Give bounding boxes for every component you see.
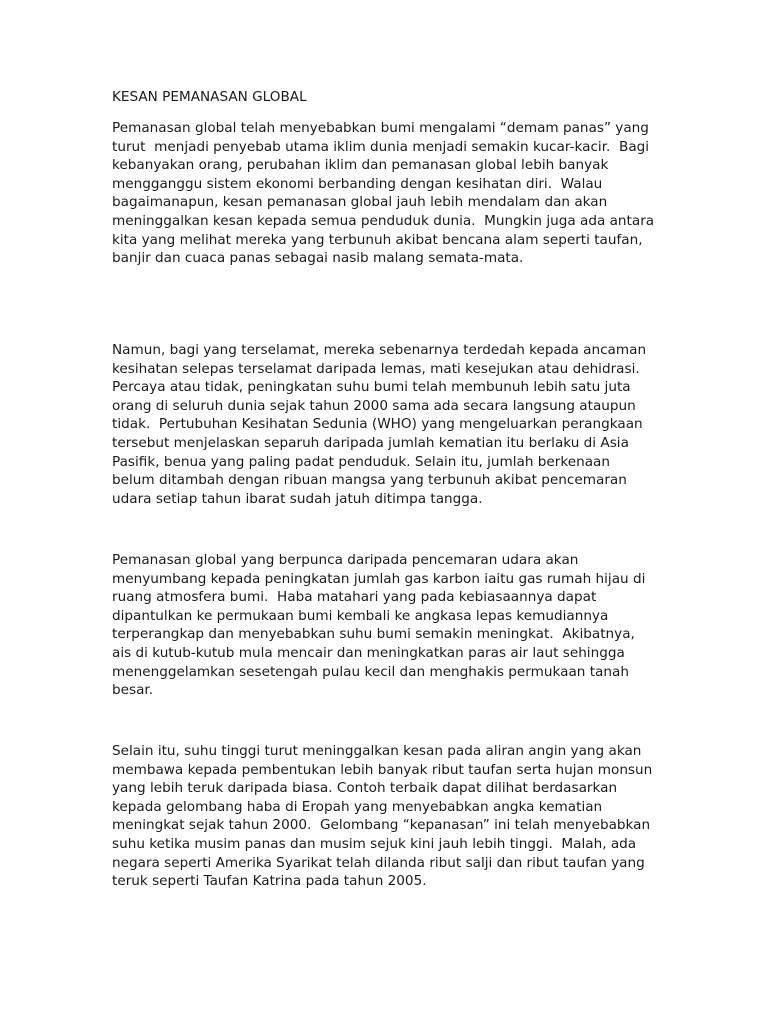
text-line: bagaimanapun, kesan pemanasan global jauh lebih mendalam dan akan — [112, 194, 608, 211]
text-line: kebanyakan orang, perubahan iklim dan pemanasan global lebih banyak — [112, 157, 609, 174]
text-line: meningkat sejak tahun 2000. Gelombang “kepanasan” ini telah menyebabkan — [112, 817, 651, 834]
text-line: mengganggu sistem ekonomi berbanding dengan kesihatan diri. Walau — [112, 175, 603, 192]
text-line: Pemanasan global telah menyebabkan bumi mengalami “demam panas” yang — [112, 120, 649, 136]
text-line: negara seperti Amerika Syarikat telah dilanda ribut salji dan ribut taufan yang — [112, 854, 645, 871]
text-line: kepada gelombang haba di Eropah yang menyebabkan angka kematian — [112, 798, 603, 815]
text-line: membawa kepada pembentukan lebih banyak ribut taufan serta hujan monsun — [112, 761, 653, 778]
text-line: yang lebih teruk daripada biasa. Contoh terbaik dapat dilihat berdasarkan — [112, 780, 618, 797]
text-line: udara setiap tahun ibarat sudah jatuh ditimpa tangga. — [112, 490, 483, 507]
text-line: Namun, bagi yang terselamat, mereka sebenarnya terdedah kepada ancaman — [112, 342, 647, 358]
document-title: KESAN PEMANASAN GLOBAL — [112, 89, 307, 105]
paragraph-2 — [112, 341, 672, 508]
paragraph-4 — [112, 742, 672, 891]
text-line: menyumbang kepada peningkatan jumlah gas karbon iaitu gas rumah hijau di — [112, 570, 646, 587]
paragraph-3 — [112, 551, 672, 700]
text-line: belum ditambah dengan ribuan mangsa yang terbunuh akibat pencemaran — [112, 472, 627, 489]
text-line: ruang atmosfera bumi. Haba matahari yang pada kebiasaannya dapat — [112, 589, 597, 606]
text-line: menenggelamkan sesetengah pulau kecil dan menghakis permukaan tanah — [112, 663, 629, 680]
text-line: terperangkap dan menyebabkan suhu bumi semakin meningkat. Akibatnya, — [112, 626, 635, 643]
text-line: banjir dan cuaca panas sebagai nasib malang semata-mata. — [112, 250, 524, 267]
text-line: kesihatan selepas terselamat daripada lemas, mati kesejukan atau dehidrasi. — [112, 360, 640, 377]
text-line: Pasifik, benua yang paling padat penduduk. Selain itu, jumlah berkenaan — [112, 453, 611, 470]
text-line: tersebut menjelaskan separuh daripada jumlah kematian itu berlaku di Asia — [112, 434, 629, 451]
text-line: Pemanasan global yang berpunca daripada pencemaran udara akan — [112, 552, 579, 568]
text-line: kita yang melihat mereka yang terbunuh akibat bencana alam seperti taufan, — [112, 231, 643, 248]
text-line: besar. — [112, 682, 154, 699]
text-line: tidak. Pertubuhan Kesihatan Sedunia (WHO) yang mengeluarkan perangkaan — [112, 416, 643, 433]
text-line: orang di seluruh dunia sejak tahun 2000 sama ada secara langsung ataupun — [112, 397, 636, 414]
text-line: teruk seperti Taufan Katrina pada tahun 2005. — [112, 873, 427, 890]
text-line: meninggalkan kesan kepada semua penduduk dunia. Mungkin juga ada antara — [112, 212, 655, 229]
text-line: Percaya atau tidak, peningkatan suhu bumi telah membunuh lebih satu juta — [112, 379, 631, 396]
text-line: dipantulkan ke permukaan bumi kembali ke angkasa lepas kemudiannya — [112, 607, 609, 624]
paragraph-1 — [112, 119, 672, 268]
text-line: turut menjadi penyebab utama iklim dunia menjadi semakin kucar-kacir. Bagi — [112, 138, 650, 155]
text-line: Selain itu, suhu tinggi turut meninggalkan kesan pada aliran angin yang akan — [112, 743, 642, 759]
text-line: suhu ketika musim panas dan musim sejuk kini jauh lebih tinggi. Malah, ada — [112, 835, 637, 852]
text-line: ais di kutub-kutub mula mencair dan meningkatkan paras air laut sehingga — [112, 644, 625, 661]
